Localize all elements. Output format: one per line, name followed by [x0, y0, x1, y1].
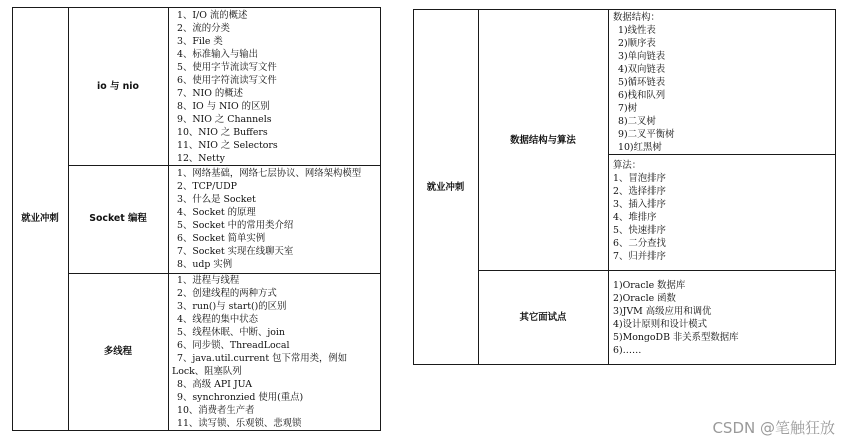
list-item: 10)红黑树: [618, 142, 662, 153]
algorithm-list: [613, 172, 666, 263]
list-item: 9、synchronzied 使用(重点): [177, 392, 304, 403]
column-divider: [608, 9, 609, 365]
category-label: 就业冲刺: [426, 182, 465, 193]
list-item: 1)Oracle 数据库: [613, 280, 686, 291]
list-item: 5)循环链表: [618, 77, 666, 88]
data-structure-list: [618, 24, 675, 154]
list-item: 10、NIO 之 Buffers: [177, 127, 268, 138]
list-item: 4、Socket 的原理: [177, 207, 256, 218]
section-title-other: 其它面试点: [519, 312, 567, 323]
io-topic-list: [177, 9, 278, 165]
list-item: 4、线程的集中状态: [177, 314, 258, 325]
list-item: 6、同步锁、ThreadLocal: [177, 340, 290, 351]
list-item: 6)……: [613, 345, 642, 356]
table-border: [413, 9, 836, 10]
list-item: 6)栈和队列: [618, 90, 666, 101]
table-border: [835, 9, 836, 365]
list-item: 5、Socket 中的常用类介绍: [177, 220, 294, 231]
list-item: 5、快速排序: [613, 225, 666, 236]
list-item: 4)设计原则和设计模式: [613, 319, 707, 330]
list-item: 3、什么是 Socket: [177, 194, 256, 205]
list-item: 8、高级 API JUA: [177, 379, 252, 390]
other-topics-list: [613, 279, 739, 357]
list-item: 4、堆排序: [613, 212, 657, 223]
list-item: 4)双向链表: [618, 64, 666, 75]
section-title-multithreading: 多线程: [103, 346, 133, 357]
list-item: 1)线性表: [618, 25, 656, 36]
list-item: 7、NIO 的概述: [177, 88, 244, 99]
list-item: 7)树: [618, 103, 637, 114]
row-divider: [68, 165, 381, 166]
list-item: 6、使用字符流读写文件: [177, 75, 277, 86]
list-item: 3、插入排序: [613, 199, 666, 210]
list-item: 6、Socket 简单实例: [177, 233, 266, 244]
table-border: [413, 364, 836, 365]
list-item: 8、udp 实例: [177, 259, 233, 270]
list-item: 7、Socket 实现在线聊天室: [177, 246, 294, 257]
list-item: 3)单向链表: [618, 51, 666, 62]
list-item: 3、run()与 start()的区别: [177, 301, 287, 312]
list-item: 10、消费者生产者: [177, 405, 255, 416]
list-item: 1、网络基础，网络七层协议、网络架构模型: [177, 168, 362, 179]
row-divider: [608, 154, 836, 155]
section-title-data-structures: 数据结构与算法: [510, 135, 576, 146]
column-divider: [168, 7, 169, 431]
section-title-socket: Socket 编程: [89, 213, 147, 224]
list-item: 8、IO 与 NIO 的区别: [177, 101, 270, 112]
list-item: 11、读写锁、乐观锁、悲观锁: [177, 418, 302, 429]
list-item: 7、java.util.current 包下常用类，例如: [177, 353, 348, 364]
list-item: 2、创建线程的两种方式: [177, 288, 277, 299]
section-title-io: io 与 nio: [97, 81, 139, 92]
list-item: 5)MongoDB 非关系型数据库: [613, 332, 739, 343]
watermark: CSDN @笔触狂放: [712, 419, 835, 437]
list-item: 2、选择排序: [613, 186, 666, 197]
list-item: 2、TCP/UDP: [177, 181, 237, 192]
list-item: 8)二叉树: [618, 116, 656, 127]
list-item: 4、标准输入与输出: [177, 49, 258, 60]
table-border: [380, 7, 381, 431]
algorithm-heading: 算法：: [613, 160, 642, 171]
list-item: 12、Netty: [177, 153, 225, 164]
list-item: 11、NIO 之 Selectors: [177, 140, 278, 151]
list-item: 9)二叉平衡树: [618, 129, 675, 140]
list-item: 6、二分查找: [613, 238, 666, 249]
list-item: 1、进程与线程: [177, 275, 240, 286]
list-item: 1、I/O 流的概述: [177, 10, 248, 21]
thread-topic-list: [172, 274, 348, 430]
list-item: 5、线程休眠、中断、join: [177, 327, 285, 338]
row-divider: [478, 270, 836, 271]
list-item: 1、冒泡排序: [613, 173, 666, 184]
list-item: 7、归并排序: [613, 251, 666, 262]
list-item: 2)顺序表: [618, 38, 656, 49]
list-item: Lock、阻塞队列: [172, 366, 242, 377]
list-item: 2、流的分类: [177, 23, 230, 34]
list-item: 5、使用字节流读写文件: [177, 62, 277, 73]
list-item: 3、File 类: [177, 36, 223, 47]
category-label: 就业冲刺: [21, 213, 59, 224]
list-item: 9、NIO 之 Channels: [177, 114, 272, 125]
data-structure-heading: 数据结构：: [613, 12, 660, 23]
socket-topic-list: [177, 167, 361, 271]
list-item: 2)Oracle 函数: [613, 293, 676, 304]
list-item: 3)JVM 高级应用和调优: [613, 306, 712, 317]
